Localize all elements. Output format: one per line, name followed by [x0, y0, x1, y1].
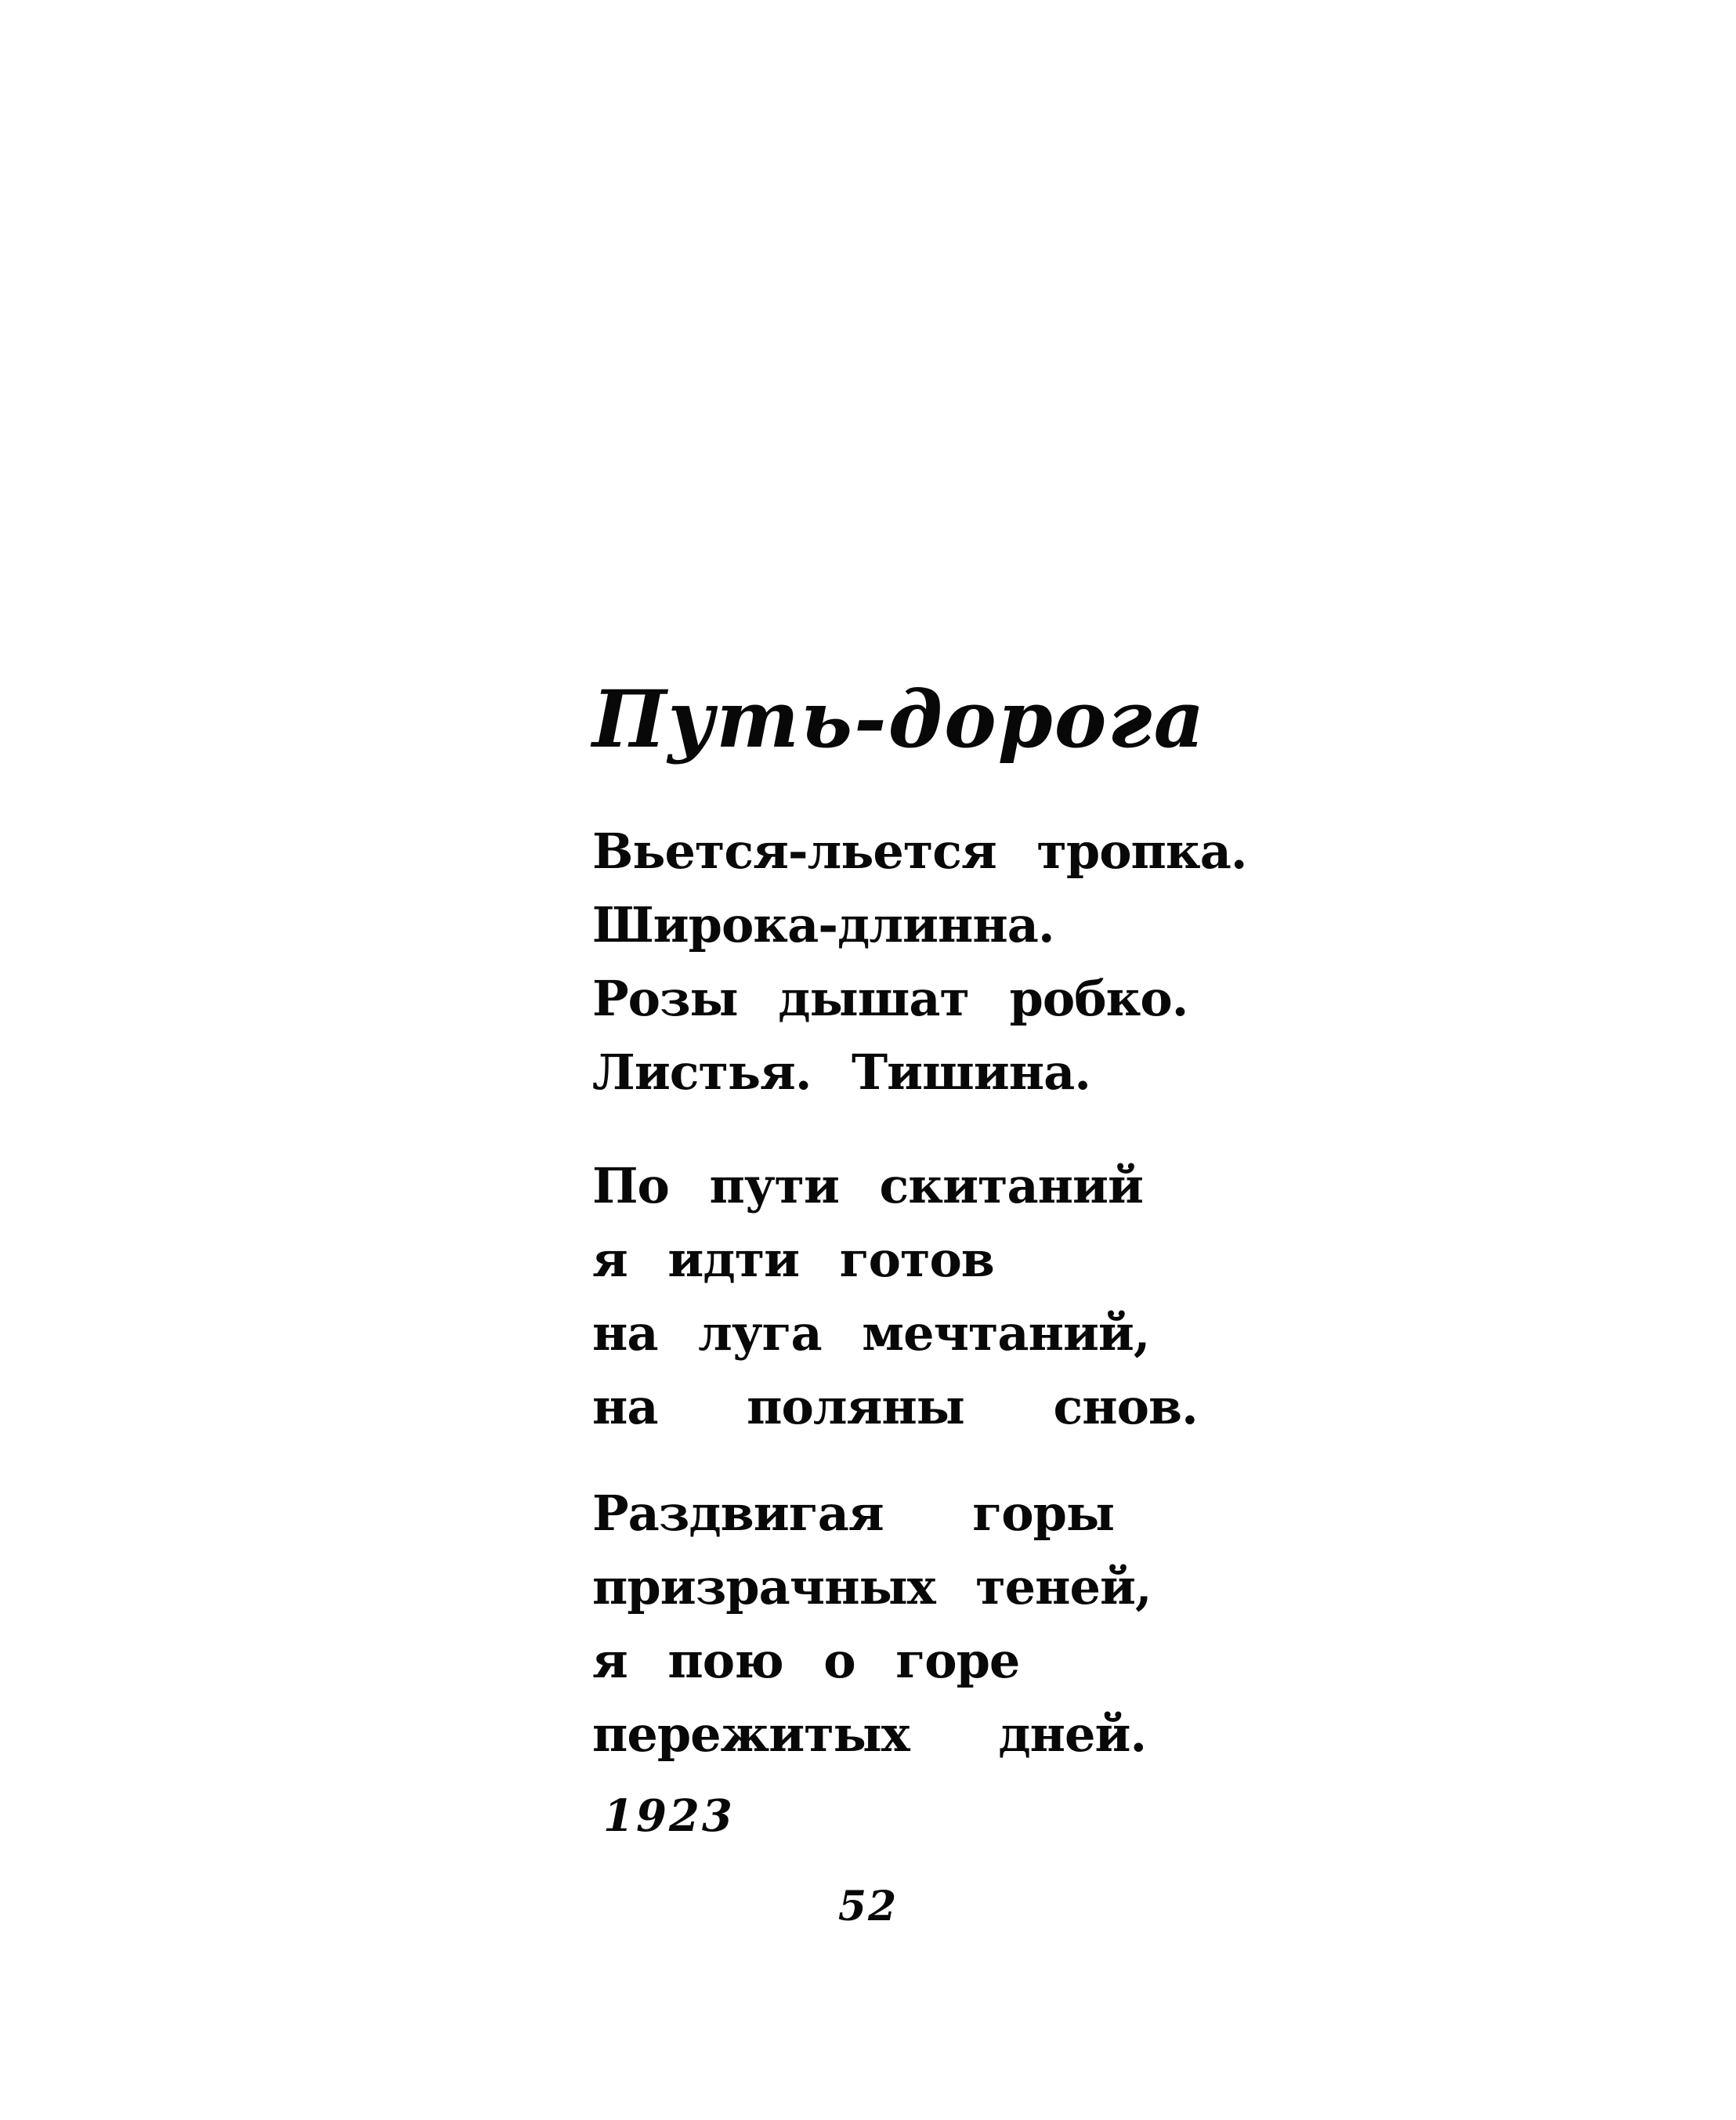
poem-line: призрачных теней, [592, 1558, 1152, 1615]
poem-line: на луга мечтаний, [592, 1304, 1150, 1362]
stanza-3 [592, 1477, 1152, 1771]
poem-year: 1923 [603, 1790, 735, 1842]
poem-line: Широка-длинна. [592, 896, 1054, 953]
poem-line: Розы дышат робко. [592, 970, 1188, 1027]
poem-line: По пути скитаний [592, 1157, 1143, 1214]
poem-line: Вьется-льется тропка. [592, 823, 1247, 880]
poem-line: Листья. Тишина. [592, 1044, 1090, 1101]
poem-line: Раздвигая горы [592, 1485, 1115, 1542]
stanza-2 [592, 1149, 1198, 1444]
poem-title: Путь-дорога [592, 673, 1206, 765]
poem-line: я пою о горе [592, 1632, 1020, 1689]
page-number: 52 [837, 1883, 899, 1930]
poem-line: на поляны снов. [592, 1378, 1198, 1435]
stanza-1 [592, 815, 1246, 1109]
poem-line: я идти готов [592, 1231, 994, 1288]
poem-line: пережитых дней. [592, 1706, 1147, 1763]
